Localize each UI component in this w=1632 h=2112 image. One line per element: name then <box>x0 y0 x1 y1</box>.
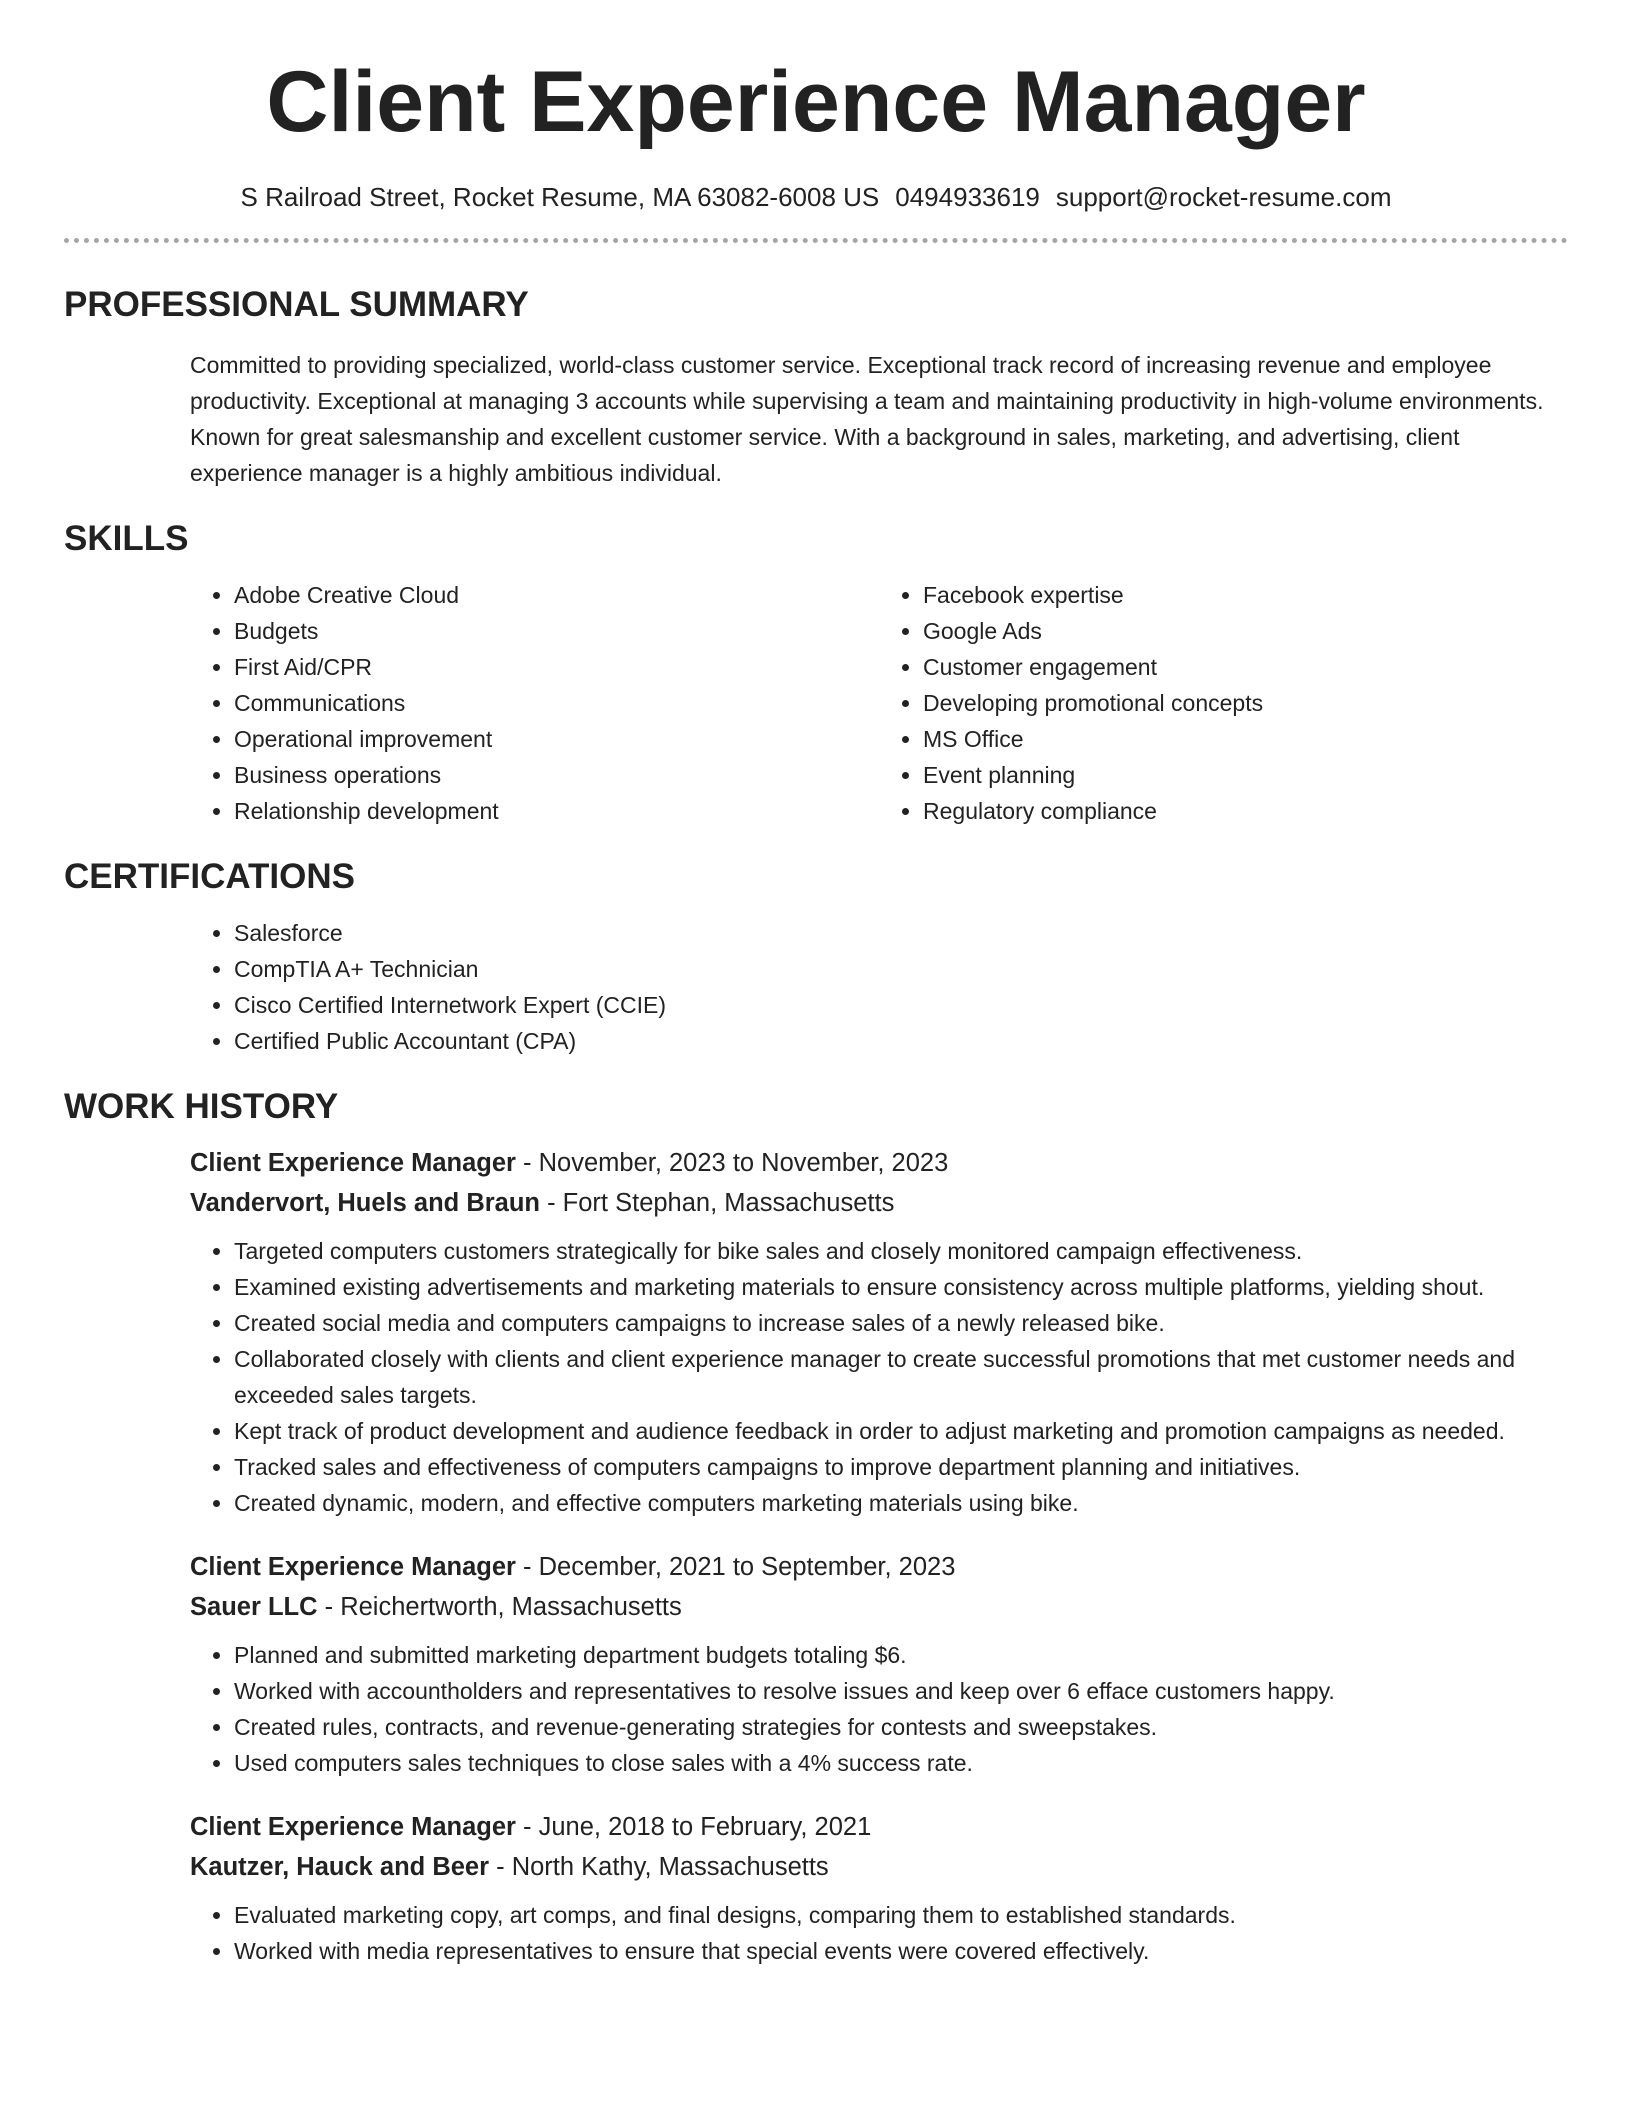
summary-section <box>64 283 1568 491</box>
work-history-title: WORK HISTORY <box>64 1087 339 1126</box>
summary-text: Committed to providing specialized, world-class customer service. Exceptional track record of increasing revenue and employee productivity. Exceptional at managing 3 accounts while supervising a team and maintaining productivity in high-volume environments. Known for great salesmanship and excellent customer service. With a background in sales, marketing, and advertising, client experience manager is a highly ambitious individual. <box>190 352 1544 486</box>
resume-name: Client Experience Manager <box>266 54 1366 150</box>
skill-item: • Event planning <box>923 757 1568 793</box>
job-company-line <box>190 1183 1568 1223</box>
skills-list-left <box>190 577 879 829</box>
skill-item: • Communications <box>234 685 879 721</box>
certification-item: • CompTIA A+ Technician <box>234 951 1568 987</box>
job-title-line <box>190 1547 1568 1587</box>
job-entry <box>190 1807 1568 1969</box>
skills-grid <box>190 577 1568 829</box>
header-divider <box>64 238 1568 243</box>
job-role: Client Experience Manager <box>190 1553 516 1581</box>
work-history-section <box>64 1085 1568 1969</box>
job-bullet: • Examined existing advertisements and marketing materials to ensure consistency across multiple platforms, yielding shout. <box>234 1269 1568 1305</box>
skill-item: • Customer engagement <box>923 649 1568 685</box>
certification-item: • Salesforce <box>234 915 1568 951</box>
skill-item: • Budgets <box>234 613 879 649</box>
certifications-list <box>190 915 1568 1059</box>
job-title-line <box>190 1807 1568 1847</box>
skills-list-right <box>879 577 1568 829</box>
job-entry <box>190 1547 1568 1781</box>
certification-item: • Certified Public Accountant (CPA) <box>234 1023 1568 1059</box>
job-bullet: • Targeted computers customers strategically for bike sales and closely monitored campaign effectiveness. <box>234 1233 1568 1269</box>
job-bullet: • Worked with accountholders and representatives to resolve issues and keep over 6 efface customers happy. <box>234 1673 1568 1709</box>
job-bullet: • Planned and submitted marketing department budgets totaling $6. <box>234 1637 1568 1673</box>
job-dates: - November, 2023 to November, 2023 <box>515 1149 949 1177</box>
job-company: Kautzer, Hauck and Beer <box>190 1853 490 1881</box>
job-company: Vandervort, Huels and Braun <box>190 1189 541 1217</box>
skill-item: • Relationship development <box>234 793 879 829</box>
job-company: Sauer LLC <box>190 1593 318 1621</box>
certifications-section <box>64 855 1568 1059</box>
job-bullet: • Tracked sales and effectiveness of computers campaigns to improve department planning and initiatives. <box>234 1449 1568 1485</box>
skill-item: • Regulatory compliance <box>923 793 1568 829</box>
job-bullet: • Created rules, contracts, and revenue-generating strategies for contests and sweepstakes. <box>234 1709 1568 1745</box>
contact-email: support@rocket-resume.com <box>1055 182 1392 212</box>
job-bullets <box>190 1233 1568 1521</box>
job-bullet: • Created dynamic, modern, and effective computers marketing materials using bike. <box>234 1485 1568 1521</box>
skill-item: • First Aid/CPR <box>234 649 879 685</box>
skill-item: • MS Office <box>923 721 1568 757</box>
job-location: - Reichertworth, Massachusetts <box>317 1593 682 1621</box>
job-location: - North Kathy, Massachusetts <box>489 1853 829 1881</box>
job-company-line <box>190 1847 1568 1887</box>
summary-title: PROFESSIONAL SUMMARY <box>64 285 529 324</box>
skill-item: • Google Ads <box>923 613 1568 649</box>
skill-item: • Facebook expertise <box>923 577 1568 613</box>
job-entry <box>190 1143 1568 1521</box>
skill-item: • Business operations <box>234 757 879 793</box>
job-role: Client Experience Manager <box>190 1813 516 1841</box>
job-bullets <box>190 1897 1568 1969</box>
contact-phone: 0494933619 <box>895 182 1040 212</box>
skill-item: • Operational improvement <box>234 721 879 757</box>
job-bullet: • Created social media and computers campaigns to increase sales of a newly released bike. <box>234 1305 1568 1341</box>
job-bullet: • Worked with media representatives to ensure that special events were covered effectively. <box>234 1933 1568 1969</box>
job-title-line <box>190 1143 1568 1183</box>
skills-title: SKILLS <box>64 519 189 558</box>
job-dates: - December, 2021 to September, 2023 <box>515 1553 956 1581</box>
job-bullet: • Kept track of product development and audience feedback in order to adjust marketing and promotion campaigns as needed. <box>234 1413 1568 1449</box>
skill-item: • Adobe Creative Cloud <box>234 577 879 613</box>
job-bullet: • Collaborated closely with clients and client experience manager to create successful promotions that met customer needs and exceeded sales targets. <box>234 1341 1568 1413</box>
skills-section <box>64 517 1568 829</box>
job-location: - Fort Stephan, Massachusetts <box>540 1189 895 1217</box>
job-dates: - June, 2018 to February, 2021 <box>515 1813 872 1841</box>
contact-line <box>64 180 1568 214</box>
job-bullet: • Evaluated marketing copy, art comps, and final designs, comparing them to established standards. <box>234 1897 1568 1933</box>
certification-item: • Cisco Certified Internetwork Expert (CCIE) <box>234 987 1568 1023</box>
contact-address: S Railroad Street, Rocket Resume, MA 63082-6008 US <box>240 182 880 212</box>
skill-item: • Developing promotional concepts <box>923 685 1568 721</box>
certifications-title: CERTIFICATIONS <box>64 857 356 896</box>
job-role: Client Experience Manager <box>190 1149 516 1177</box>
job-company-line <box>190 1587 1568 1627</box>
job-bullets <box>190 1637 1568 1781</box>
job-bullet: • Used computers sales techniques to close sales with a 4% success rate. <box>234 1745 1568 1781</box>
